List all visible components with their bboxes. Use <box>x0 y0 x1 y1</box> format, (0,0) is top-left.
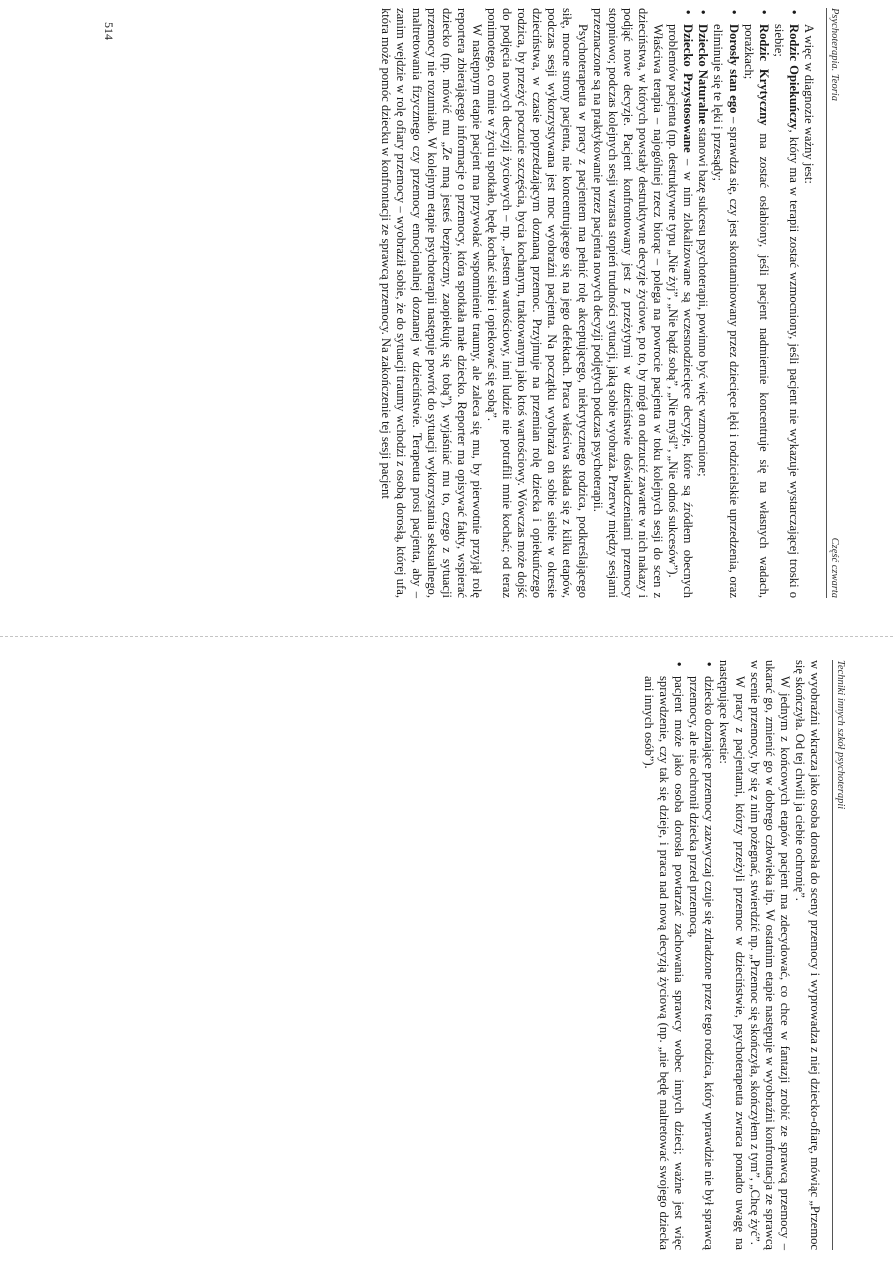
list-item <box>665 8 695 598</box>
intro-paragraph: A więc w diagnozie ważny jest: <box>802 24 816 184</box>
list-item <box>695 8 710 598</box>
issues-list <box>641 660 716 1250</box>
running-header <box>832 660 846 1250</box>
list-text: stanowi bazę sukcesu psychoterapii, powinno być więc wzmocnione; <box>696 124 711 477</box>
list-term: Rodzic Opiekuńczy <box>786 24 801 130</box>
top-page <box>100 8 840 598</box>
list-text: , który ma w terapii zostać wzmocniony, jeśli pacjent nie wykazuje wystarczającej troski o siebie; <box>771 24 801 598</box>
header-left: Psychoterapia. Teoria <box>829 8 840 101</box>
bullet-icon: • <box>786 10 801 15</box>
page-body <box>378 8 826 598</box>
bullet-icon: • <box>726 10 741 15</box>
list-item <box>641 660 686 1250</box>
list-text: – sprawdza się, czy jest skontaminowany przez dziecięce lęki i rodzicielskie uprzedzenia, oraz eliminuje się te lęki i przesądy; <box>711 24 741 598</box>
body-paragraph: Psychoterapeuta w pracy z pacjentem ma pełnić rolę akceptującego, niekrytycznego rodzica, podkreślającego siłę, mocne strony pacjenta, nie koncentrującego się na jego defektach. Praca właściwa składa się z kilku etapów, podczas sesji wykorzystywana jest moc wyobraźni pacjenta. Na początku wyobraża on sobie siebie w okresie dzieciństwa, w czasie poprzedzającym doznaną przemoc. Przyjmuje na przemian rolę dziecka i opiekuńczego rodzica, by przeżyć poczucie szczęścia, bycia kochanym, traktowanym jako ktoś wartościowy. Wówczas może dojść do podjęcia nowych decyzji życiowych – np. „Jestem wartościowy, inni ludzie nie potrafili mnie kochać; od teraz ponimotego, co mnie w życiu spotkało, będę kochać siebie i opiekować się sobą”. <box>485 8 590 598</box>
list-term: Rodzic Krytyczny <box>756 24 771 126</box>
bottom-page <box>106 660 846 1250</box>
bullet-icon: • <box>756 10 771 15</box>
list-text: – w nim zlokalizowane są wczesnodziecięce decyzje, które są źródłem obecnych problemów pacjenta (np. destruktywne typu „Nie żyj”, „Nie bądź sobą”, „Nie myśl”, „Nie odnoś sukcesów”). <box>666 24 696 598</box>
page-body <box>641 660 832 1250</box>
page-number: 514 <box>102 22 116 40</box>
bullet-icon: • <box>696 10 711 15</box>
running-header <box>826 8 840 598</box>
list-item <box>771 8 801 598</box>
list-item <box>710 8 740 598</box>
page-fold-line <box>0 636 893 637</box>
bullet-icon: • <box>702 662 717 667</box>
body-paragraph: w wyobraźni wkracza jako osoba dorosła do sceny przemocy i wyprowadza z niej dziecko-ofiarę, mówiąc „Przemoc się skończyła. Od tej chwili ja ciebie ochronię”. <box>792 660 822 1250</box>
bullet-icon: • <box>681 10 696 15</box>
list-term: Dziecko Naturalne <box>696 24 711 125</box>
list-text: pacjent może jako osoba dorosła powtarzać zachowania sprawcy wobec innych dzieci; ważne jest więc sprawdzenie, czy tak się dzieje, i praca nad nową decyzją życiową (np. „nie będę maltretować swojego dziecka ani innych osób”). <box>641 676 687 1250</box>
list-text: ma zostać osłabiony, jeśli pacjent nadmiernie koncentruje się na własnych wadach, porażkach; <box>741 24 771 598</box>
bullet-icon: • <box>672 662 687 667</box>
list-item <box>741 8 771 598</box>
list-text: dziecko doznające przemocy zazwyczaj czuje się zdradzone przez tego rodzica, który wprawdzie nie był sprawcą przemocy, ale nie ochronił dziecka przed przemocą, <box>687 676 717 1250</box>
list-term: Dziecko Przystosowane <box>681 24 696 153</box>
diagnosis-list <box>665 8 801 598</box>
body-paragraph: W następnym etapie pacjent ma przywołać wspomnienie traumy, ale zaleca się mu, by pierwotnie przyjął rolę reportera zbierającego informacje o przemocy, która spotkała małe dziecko. Reporter ma opisywać fakty, wspierać dziecko (np. mówić mu „Ze mną jesteś bezpieczny, zaopiekuję się tobą”), wyjaśniać mu to, czego z sytuacji przemocy nie rozumiało. W kolejnym etapie psychoterapii następuje powrót do sytuacji wykorzystania seksualnego, maltretowania fizycznego czy przemocy emocjonalnej doznanej w dzieciństwie. Terapeuta prosi pacjenta, aby – zanim wejdzie w rolę ofiary przemocy – wyobraził sobie, że do sytuacji traumy wchodzi z osobą dorosłą, której ufa, która może pomóc dziecku w konfrontacji ze sprawcą przemocy. Na zakończenie tej sesji pacjent <box>379 8 484 598</box>
list-term: Dorosły stan ego <box>726 24 741 114</box>
header-right: Część czwarta <box>829 537 840 598</box>
list-item <box>686 660 716 1250</box>
body-paragraph: Właściwa terapia – najogólniej rzecz biorąc – polega na powrocie pacjenta w toku kolejnych sesji do scen z dzieciństwa, w których powstały destruktywne decyzje życiowe, po to, by mógł on odrzucić zawarte w nich nakazy i podjąć nowe decyzje. Pacjent konfrontowany jest z przeżytymi w dzieciństwie doświadczeniami przemocy stopniowo; podczas kolejnych sesji wzrasta stopień trudności sytuacji, jaką sobie wyobraża. Przerwy między sesjami przeznaczone są na praktykowanie przez pacjenta nowych decyzji podjętych podczas psychoterapii. <box>590 8 666 599</box>
body-paragraph: W pracy z pacjentami, którzy przeżyli przemoc w dzieciństwie, psychoterapeuta zwraca ponadto uwagę na następujące kwestie: <box>717 660 747 1250</box>
body-paragraph: W jednym z końcowych etapów pacjent ma zdecydować, co chce w fantazji zrobić ze sprawcą przemocy – ukarać go, zmienić go w dobrego człowieka itp. W ostatnim etapie następuje w wyobraźni konfrontacja ze sprawcą w scenie przemocy, by się z nim pożegnać, stwierdzić np. „Przemoc się skończyła, skończyłem z tym”, „Chcę żyć”. <box>747 660 792 1250</box>
header-left: Techniki innych szkół psychoterapii <box>835 660 846 810</box>
